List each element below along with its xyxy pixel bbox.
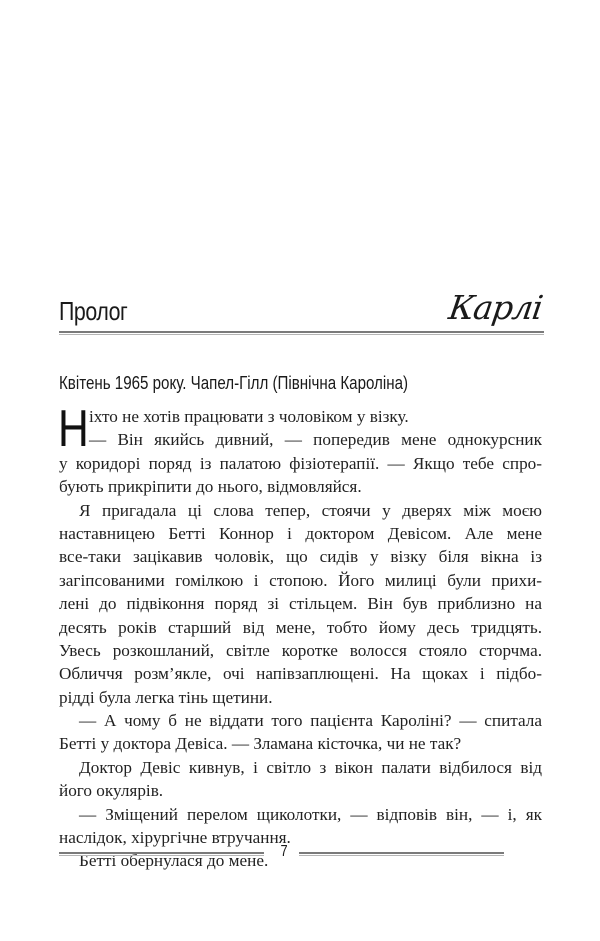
section-subtitle: Квітень 1965 року. Чапел-Гілл (Північна Кароліна) (59, 373, 409, 393)
text-line: загіпсованими гомілкою і стопою. Його милиці були прихи- (59, 570, 542, 590)
text-line: Бетті обернулася до мене. (79, 851, 269, 871)
drop-cap: Н (58, 400, 89, 458)
text-line: — А чому б не віддати того пацієнта Кароліні? — спитала (79, 711, 542, 731)
text-line: наслідок, хірургічне втручання. (59, 828, 291, 848)
text-line: Доктор Девіс кивнув, і світло з вікон палати відбилося від (79, 757, 542, 777)
text-line: — Він якийсь дивний, — попередив мене однокурсник (89, 430, 542, 450)
text-line: у коридорі поряд із палатою фізіотерапії. — Якщо тебе спро- (59, 453, 542, 473)
text-line: десять років старший від мене, тобто йому десь тридцять. (59, 617, 542, 637)
text-line: іхто не хотів працювати з чоловіком у візку. (89, 407, 409, 426)
narrator-name: Карлі (446, 288, 545, 327)
text-line: рідді була легка тінь щетини. (59, 687, 273, 707)
chapter-header (59, 286, 544, 336)
text-line: Обличчя розм’якле, очі напівзаплющені. На щоках і підбо- (59, 664, 542, 684)
text-line: наставницею Бетті Коннор і доктором Девісом. Але мене (59, 523, 542, 543)
text-line: Увесь розкошланий, світле коротке волосся стояло сторчма. (59, 640, 542, 660)
body-text (58, 400, 542, 873)
chapter-title: Пролог (59, 296, 128, 326)
footer-divider-right (299, 852, 504, 854)
text-line: його окулярів. (59, 781, 164, 801)
text-line: — Зміщений перелом щиколотки, — відповів він, — і, як (79, 804, 542, 824)
text-line: лені до підвіконня поряд зі стільцем. Він був приблизно на (59, 594, 542, 614)
text-line: бують прикріпити до нього, відмовляйся. (59, 477, 362, 497)
header-divider (59, 331, 544, 333)
footer-divider-left (59, 852, 264, 854)
text-line: Бетті у доктора Девіса. — Зламана кісточка, чи не так? (59, 734, 462, 754)
page-number: 7 (280, 843, 288, 860)
text-line: все-таки зацікавив чоловік, що сидів у візку біля вікна із (59, 547, 542, 567)
text-line: Я пригадала ці слова тепер, стоячи у дверях між моєю (79, 500, 542, 520)
page-footer (59, 843, 544, 866)
